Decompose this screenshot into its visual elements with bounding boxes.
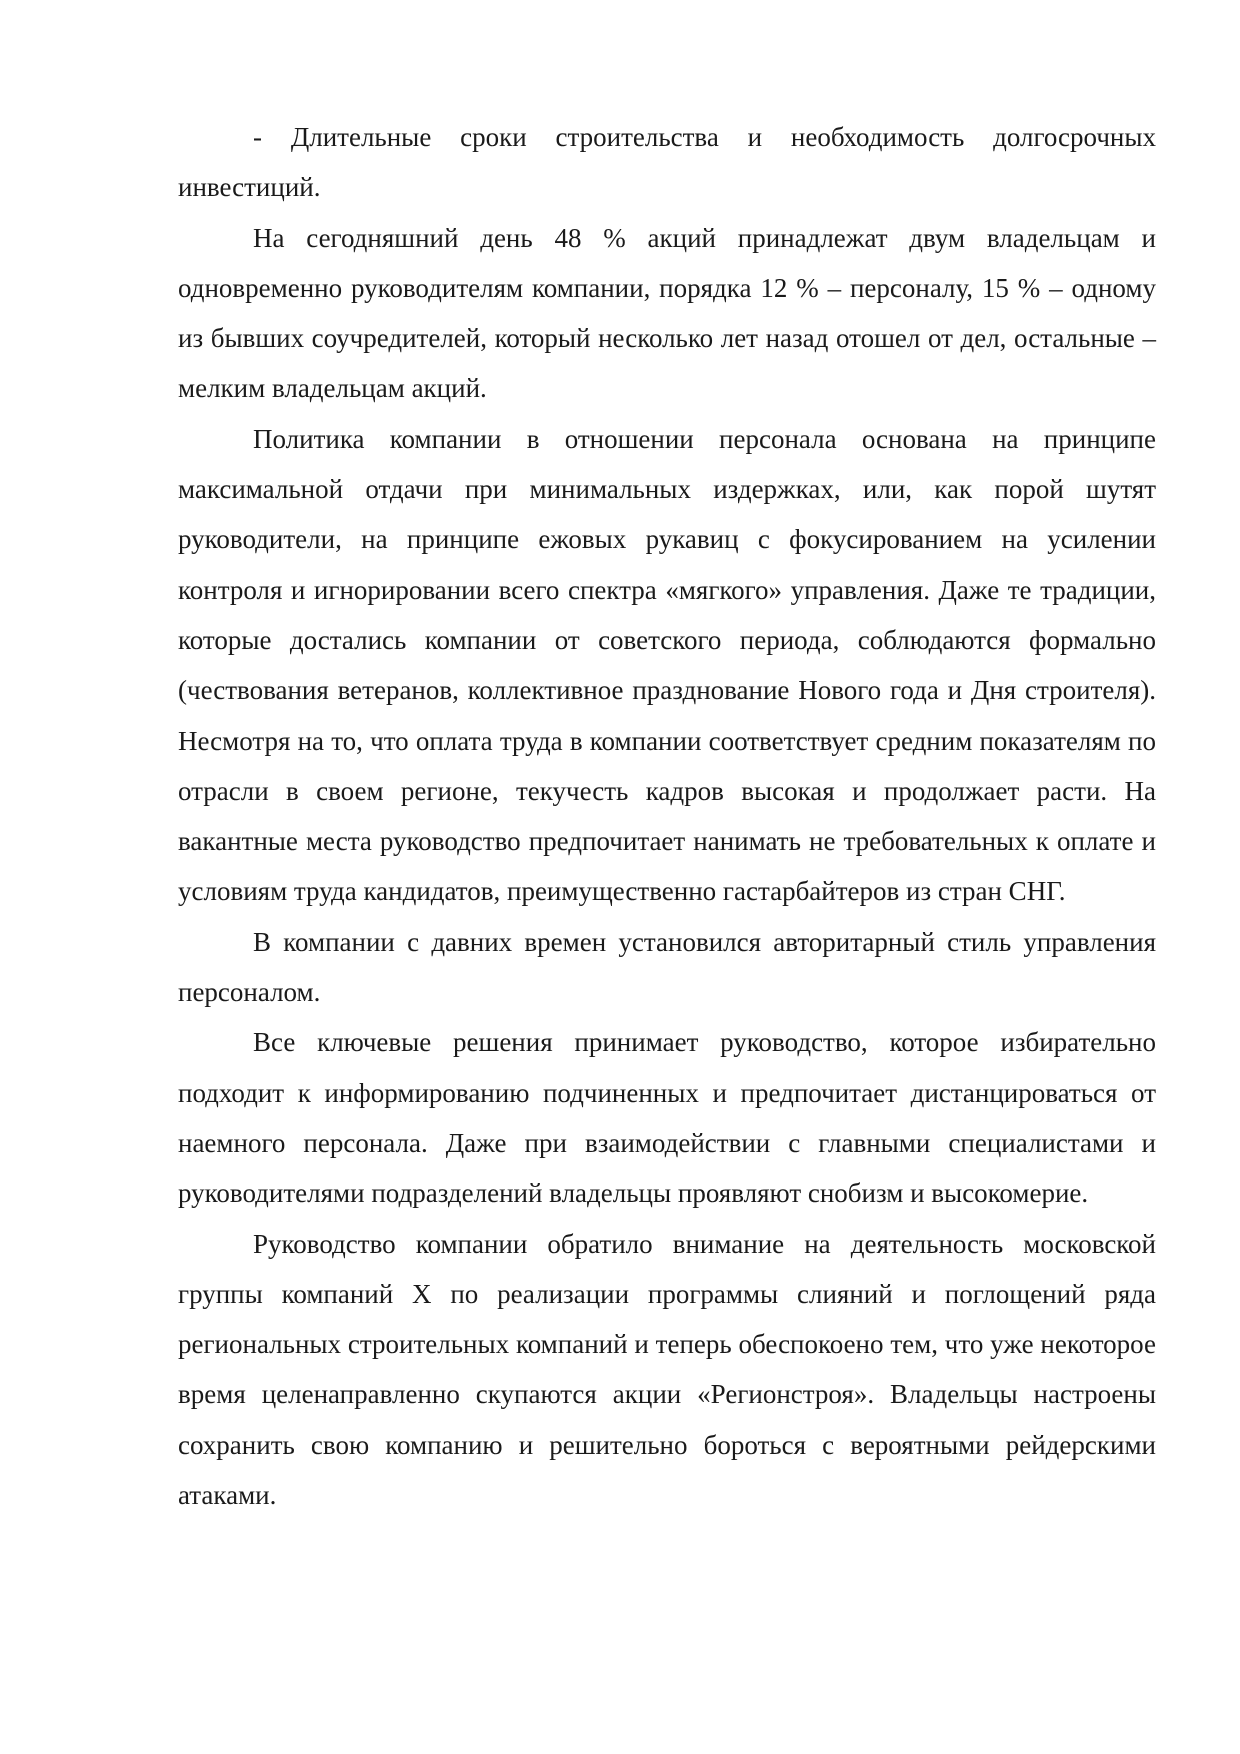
paragraph-personnel-policy: Политика компании в отношении персонала основана на принципе максимальной отдачи при минимальных издержках, или, как порой шутят руководители, на принципе ежовых рукавиц с фокусированием на усилении контроля и игнорировании всего спектра «мягкого» управления. Даже те традиции, которые достались компании от советского периода, соблюдаются формально (чествования ветеранов, коллективное празднование Нового года и Дня строителя). Несмотря на то, что оплата труда в компании соответствует средним показателям по отрасли в своем регионе, текучесть кадров высокая и продолжает расти. На вакантные места руководство предпочитает нанимать не требовательных к оплате и условиям труда кандидатов, преимущественно гастарбайтеров из стран СНГ. — [178, 423, 1156, 907]
paragraph-shareholders: На сегодняшний день 48 % акций принадлежат двум владельцам и одновременно руководителям компании, порядка 12 % – персоналу, 15 % – одному из бывших соучредителей, который несколько лет назад отошел от дел, остальные – мелким владельцам акций. — [178, 222, 1156, 404]
document-body — [178, 112, 1156, 1520]
paragraph-decision-making: Все ключевые решения принимает руководство, которое избирательно подходит к информированию подчиненных и предпочитает дистанцироваться от наемного персонала. Даже при взаимодействии с главными специалистами и руководителями подразделений владельцы проявляют снобизм и высокомерие. — [178, 1027, 1156, 1209]
paragraph-management-style: В компании с давних времен установился авторитарный стиль управления персоналом. — [178, 926, 1156, 1008]
paragraph-construction-terms: - Длительные сроки строительства и необходимость долгосрочных инвестиций. — [178, 122, 1156, 203]
paragraph-raider-threat: Руководство компании обратило внимание на деятельность московской группы компаний Х по реализации программы слияний и поглощений ряда региональных строительных компаний и теперь обеспокоено тем, что уже некоторое время целенаправленно скупаются акции «Регионстроя». Владельцы настроены сохранить свою компанию и решительно бороться с вероятными рейдерскими атаками. — [178, 1228, 1156, 1511]
